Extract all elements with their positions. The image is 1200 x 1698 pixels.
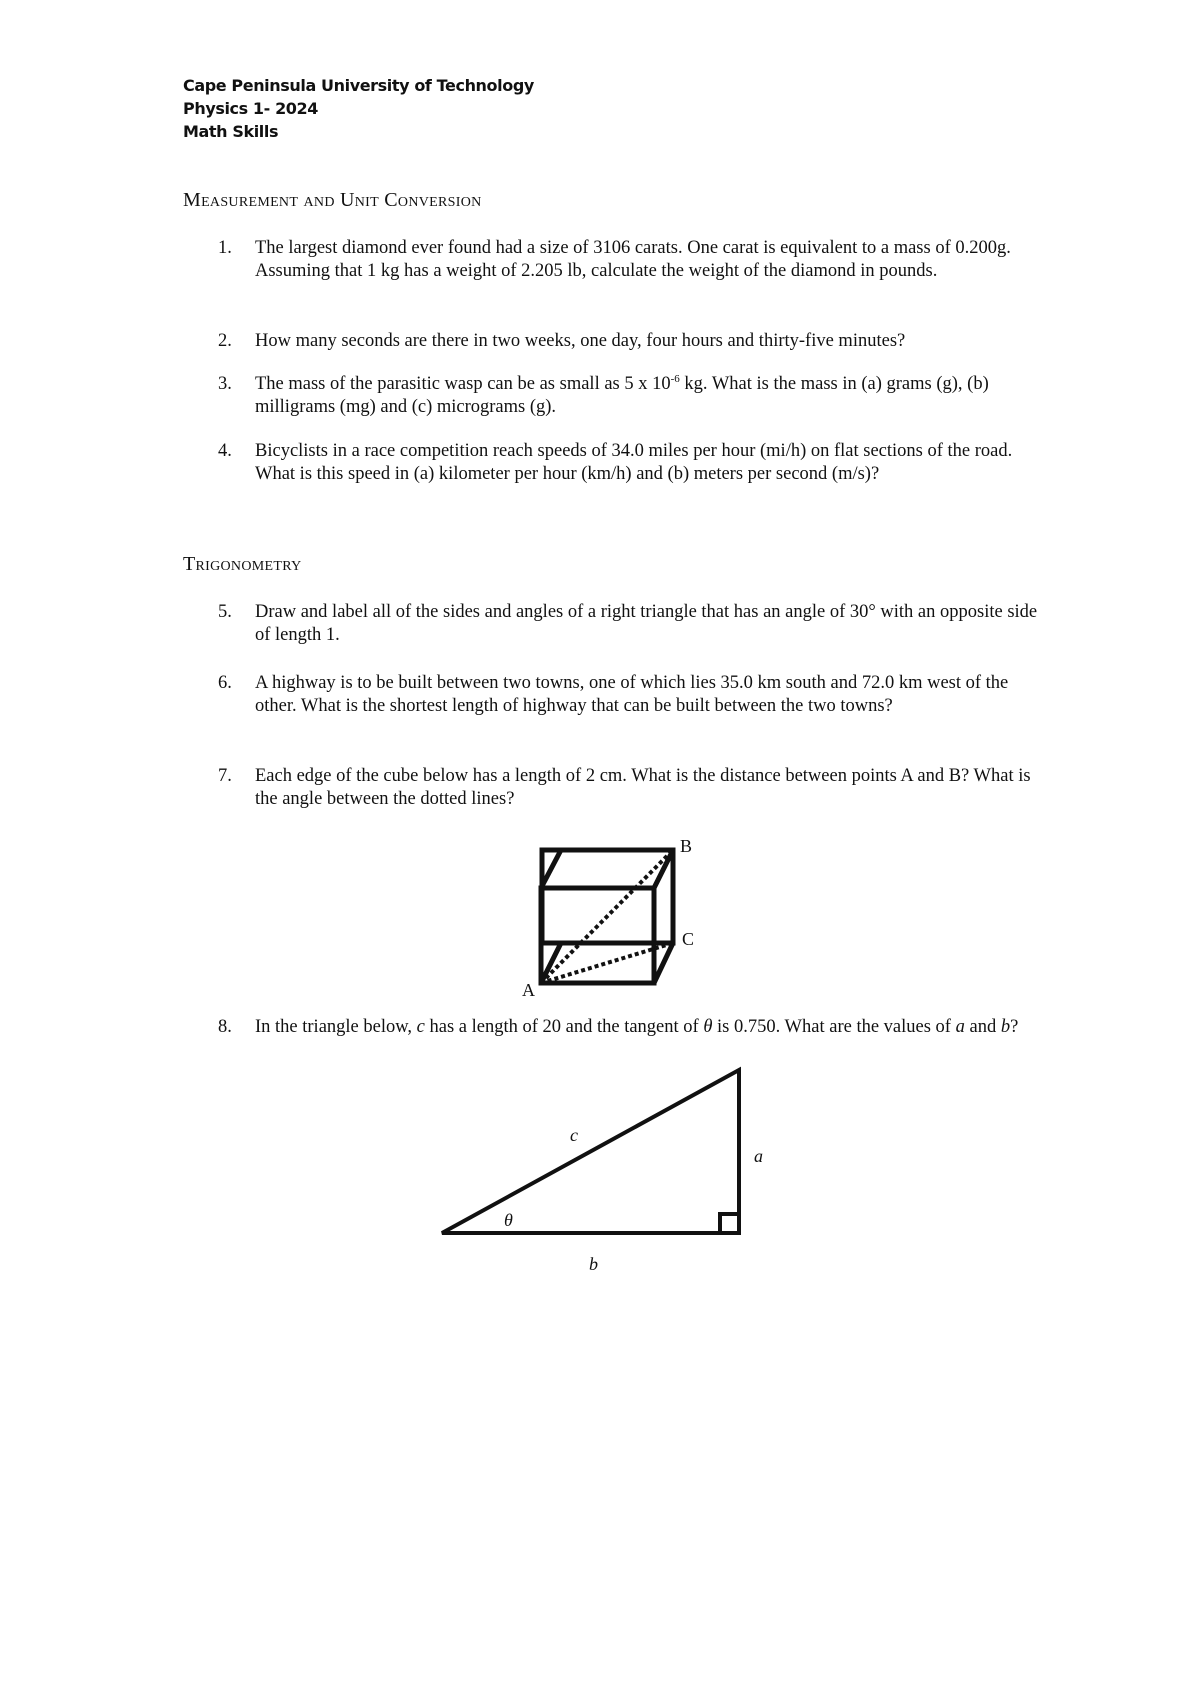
course-title: Physics 1- 2024 [183, 99, 319, 118]
point-a-label: A [522, 980, 535, 1000]
variable-c: c [416, 1017, 425, 1037]
question-text-part: ? [1010, 1017, 1019, 1037]
question-number: 1. [218, 238, 232, 258]
question-number: 5. [218, 602, 232, 622]
exponent: -6 [670, 372, 680, 385]
question-text-part: In the triangle below, [255, 1017, 417, 1037]
right-angle-marker [720, 1214, 739, 1233]
side-c-label: c [570, 1125, 578, 1145]
question-text: A highway is to be built between two towns, one of which lies 35.0 km south and 72.0 km west of the other. What is the shortest length of highway that can be built between the two towns? [255, 673, 1009, 716]
question-text [255, 373, 1045, 419]
side-b-label: b [589, 1254, 598, 1274]
question-text-part: is 0.750. What are the values of [712, 1017, 956, 1037]
question-number: 8. [218, 1017, 232, 1037]
angle-theta-label: θ [504, 1210, 513, 1230]
question-text [255, 1016, 1045, 1039]
question-text: The largest diamond ever found had a size of 3106 carats. One carat is equivalent to a mass of 0.200g. Assuming that 1 kg has a weight of 2.205 lb, calculate the weight of the diamond in pounds. [255, 238, 1011, 281]
question-text: Each edge of the cube below has a length of 2 cm. What is the distance between points A and B? What is the angle between the dotted lines? [255, 766, 1031, 809]
question-text: How many seconds are there in two weeks, one day, four hours and thirty-five minutes? [255, 331, 906, 351]
question-number: 2. [218, 331, 232, 351]
question-number: 7. [218, 766, 232, 786]
question-text-part: kg. What is the mass in (a) grams (g), (b) milligrams (mg) and (c) micrograms (g). [255, 374, 989, 417]
question-number: 6. [218, 673, 232, 693]
question-text-part: has a length of 20 and the tangent of [424, 1017, 704, 1037]
variable-theta: θ [703, 1017, 713, 1037]
right-triangle [442, 1070, 739, 1233]
question-number: 3. [218, 374, 232, 394]
section-title-measurement: Measurement and Unit Conversion [183, 189, 482, 211]
variable-a: a [955, 1017, 965, 1037]
triangle-diagram [430, 1060, 750, 1240]
institution-name: Cape Peninsula University of Technology [183, 76, 534, 95]
point-b-label: B [680, 836, 693, 856]
question-number: 4. [218, 441, 232, 461]
worksheet-title: Math Skills [183, 122, 279, 141]
variable-b: b [1000, 1017, 1011, 1037]
question-text: Draw and label all of the sides and angles of a right triangle that has an angle of 30° with an opposite side of length 1. [255, 602, 1038, 645]
cube-edge [541, 943, 561, 983]
question-text-part: The mass of the parasitic wasp can be as small as 5 x 10 [255, 374, 671, 394]
side-a-label: a [754, 1146, 763, 1166]
section-title-trigonometry: Trigonometry [183, 553, 302, 575]
question-text-part: and [964, 1017, 1001, 1037]
point-c-label: C [682, 929, 695, 949]
question-text: Bicyclists in a race competition reach speeds of 34.0 miles per hour (mi/h) on flat sections of the road. What is this speed in (a) kilometer per hour (km/h) and (b) meters per second (m/s)? [255, 441, 1013, 484]
document-header [183, 74, 534, 143]
